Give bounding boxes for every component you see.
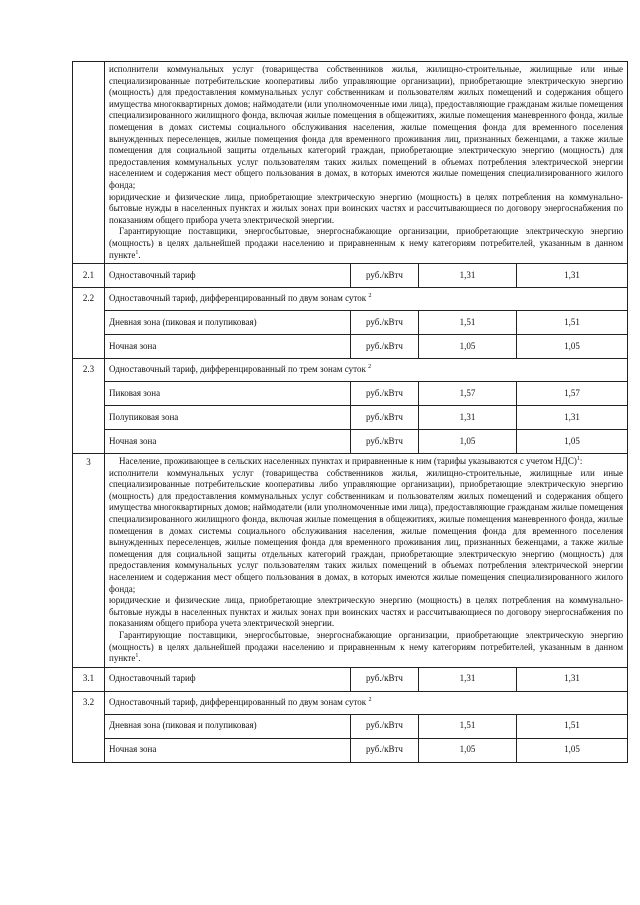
value-half2: 1,51 [517,714,628,738]
unit-cell: руб./кВтч [351,311,419,335]
tariff-label: Одноставочный тариф [105,667,351,691]
group-header-row [73,691,628,714]
section-2-description-row [73,62,628,264]
tariff-label: Дневная зона (пиковая и полупиковая) [105,714,351,738]
footnote-mark: 2 [368,696,372,703]
group-title: Одноставочный тариф, дифференцированный по двум зонам суток $^2$ [105,288,628,311]
tariff-label: Полупиковая зона [105,406,351,430]
tariff-label: Пиковая зона [105,382,351,406]
footnote-mark: 2 [368,293,372,300]
tariff-table [72,61,628,763]
value-half2: 1,51 [517,311,628,335]
section-3-description-row [73,454,628,668]
value-half1: 1,51 [419,714,517,738]
value-half1: 1,57 [419,382,517,406]
value-half2: 1,31 [517,406,628,430]
table-row [73,264,628,288]
section-num [73,62,105,264]
footnote-mark: 2 [368,364,372,371]
tariff-label: Дневная зона (пиковая и полупиковая) [105,311,351,335]
row-num: 3.1 [73,667,105,691]
value-half1: 1,31 [419,667,517,691]
value-half2: 1,31 [517,667,628,691]
table-row [73,430,628,454]
paragraph: Гарантирующие поставщики, энергосбытовые, энергоснабжающие организации, приобретающие электрическую энергию (мощность) в целях дальнейшей продажи населению и приравненным к нему категориям потребителей, указанным в данном пункте$^1$. [109,226,624,260]
table-row [73,335,628,359]
value-half1: 1,05 [419,430,517,454]
table-row [73,738,628,762]
paragraph: юридические и физические лица, приобретающие электрическую энергию (мощность) в целях потребления на коммунально-бытовые нужды в населенных пунктах и жилых зонах при воинских частях и рассчитывающиеся по договору энергоснабжения по показаниям общего прибора учета электрической энергии. [109,595,624,629]
value-half2: 1,05 [517,335,628,359]
tariff-label: Ночная зона [105,335,351,359]
unit-cell: руб./кВтч [351,430,419,454]
footnote-mark: 1 [135,249,139,256]
unit-cell: руб./кВтч [351,714,419,738]
paragraph: Гарантирующие поставщики, энергосбытовые, энергоснабжающие организации, приобретающие электрическую энергию (мощность) в целях дальнейшей продажи населению и приравненным к нему категориям потребителей, указанным в данном пункте$^1$. [109,630,624,664]
section-num: 3 [73,454,105,668]
unit-cell: руб./кВтч [351,264,419,288]
row-num: 3.2 [73,691,105,762]
value-half2: 1,05 [517,430,628,454]
unit-cell: руб./кВтч [351,406,419,430]
paragraph: исполнители коммунальных услуг (товарищества собственников жилья, жилищно-строительные, жилищные или иные специализированные потребительские кооперативы либо управляющие организации), приобретающие электрическую энергию (мощность) для предоставления коммунальных услуг собственникам и пользователям жилых помещений и содержания общего имущества многоквартирных домов; наймодатели (или уполномоченные ими лица), предоставляющие гражданам жилые помещения специализированного жилищного фонда, включая жилые помещения в общежитиях, жилые помещения маневренного фонда, жилые помещения в домах системы социального обслуживания населения, жилые помещения фонда для временного поселения вынужденных переселенцев, жилые помещения фонда для временного проживания лиц, признанных беженцами, а также жилые помещения для социальной защиты отдельных категорий граждан, приобретающие электрическую энергию (мощность) для предоставления коммунальных услуг пользователям таких жилых помещений в объемах потребления электрической энергии населением и содержания мест общего пользования в домах, в которых имеются жилые помещения специализированного жилого фонда; [109,64,624,190]
table-row [73,311,628,335]
unit-cell: руб./кВтч [351,667,419,691]
footnote-mark: 1 [135,653,139,660]
row-num: 2.1 [73,264,105,288]
value-half2: 1,05 [517,738,628,762]
table-row [73,667,628,691]
value-half1: 1,51 [419,311,517,335]
group-title: Одноставочный тариф, дифференцированный по двум зонам суток $^2$ [105,691,628,714]
footnote-mark: 1 [576,456,580,463]
row-num: 2.2 [73,288,105,359]
value-half1: 1,05 [419,335,517,359]
group-header-row [73,288,628,311]
table-row [73,714,628,738]
group-header-row [73,359,628,382]
value-half1: 1,31 [419,264,517,288]
group-title: Одноставочный тариф, дифференцированный по трем зонам суток $^2$ [105,359,628,382]
section-description [105,454,628,668]
section-description [105,62,628,264]
paragraph: юридические и физические лица, приобретающие электрическую энергию (мощность) в целях потребления на коммунально-бытовые нужды в населенных пунктах и жилых зонах при воинских частях и рассчитывающиеся по договору энергоснабжения по показаниям общего прибора учета электрической энергии. [109,191,624,225]
tariff-label: Ночная зона [105,738,351,762]
unit-cell: руб./кВтч [351,382,419,406]
tariff-label: Ночная зона [105,430,351,454]
value-half1: 1,31 [419,406,517,430]
row-num: 2.3 [73,359,105,454]
value-half1: 1,05 [419,738,517,762]
unit-cell: руб./кВтч [351,335,419,359]
unit-cell: руб./кВтч [351,738,419,762]
table-row [73,382,628,406]
paragraph: исполнители коммунальных услуг (товарищества собственников жилья, жилищно-строительные, жилищные или иные специализированные потребительские кооперативы либо управляющие организации), приобретающие электрическую энергию (мощность) для предоставления коммунальных услуг собственникам и пользователям жилых помещений и содержания общего имущества многоквартирных домов; наймодатели (или уполномоченные ими лица), предоставляющие гражданам жилые помещения специализированного жилищного фонда, включая жилые помещения в общежитиях, жилые помещения маневренного фонда, жилые помещения в домах системы социального обслуживания населения, жилые помещения фонда для временного поселения вынужденных переселенцев, жилые помещения фонда для временного проживания лиц, признанных беженцами, а также жилые помещения для социальной защиты отдельных категорий граждан, приобретающие электрическую энергию (мощность) для предоставления коммунальных услуг пользователям таких жилых помещений в объемах потребления электрической энергии населением и содержания мест общего пользования в домах, в которых имеются жилые помещения специализированного жилого фонда; [109,467,624,594]
value-half2: 1,57 [517,382,628,406]
tariff-label: Одноставочный тариф [105,264,351,288]
section-header: Население, проживающее в сельских населенных пунктах и приравненные к ним (тарифы указываются с учетом НДС)$^1$: [119,456,583,467]
value-half2: 1,31 [517,264,628,288]
table-row [73,406,628,430]
